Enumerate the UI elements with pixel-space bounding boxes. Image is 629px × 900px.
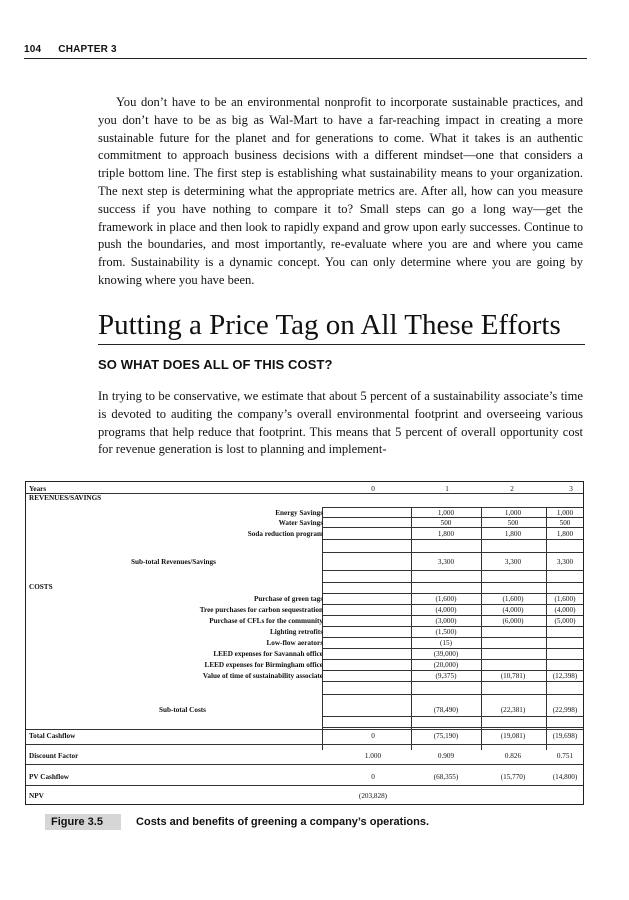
value-cell: 3,300 [504,558,522,566]
row-label: Purchase of CFLs for the community [209,617,323,625]
value-cell: (19,081) [500,732,526,740]
value-cell: (1,600) [435,595,457,603]
grid-hline [322,727,583,728]
value-cell: (75,190) [433,732,459,740]
grid-hline [322,507,583,508]
value-cell: (15,770) [500,773,526,781]
row-label: Purchase of green tags [253,595,323,603]
npv-label: NPV [29,792,44,800]
value-cell: (1,600) [502,595,524,603]
revenues-heading: REVENUES/SAVINGS [29,494,102,502]
value-cell: (19,698) [552,732,578,740]
value-cell: (68,355) [433,773,459,781]
value-cell: 0.909 [437,752,455,760]
grid-hline [322,570,583,571]
value-cell: (14,800) [552,773,578,781]
grid-hline [322,670,583,671]
grid-hline [322,527,583,528]
running-head [24,44,587,55]
grid-hline [322,716,583,717]
year-2: 2 [510,485,514,493]
page-number: 104 [24,44,42,55]
value-cell: (6,000) [502,617,524,625]
row-label: LEED expenses for Birmingham office [204,661,323,669]
grid-hline [322,615,583,616]
header-rule [24,58,587,59]
summary-rule [26,729,583,730]
value-cell: (22,998) [552,706,578,714]
summary-rule [26,744,583,745]
years-label: Years [29,485,47,493]
value-cell: 0 [371,732,375,740]
value-cell: 0 [371,773,375,781]
value-cell: (1,500) [435,628,457,636]
grid-hline [322,694,583,695]
grid-hline [322,593,583,594]
row-label: Lighting retrofits [269,628,323,636]
year-1: 1 [445,485,449,493]
value-cell: 0.751 [556,752,574,760]
value-cell: (5,000) [554,617,576,625]
section-title: Putting a Price Tag on All These Efforts [98,307,585,345]
grid-vline [411,507,412,750]
value-cell: (4,000) [554,606,576,614]
discount-factor-label: Discount Factor [29,752,79,760]
subheading: SO WHAT DOES ALL OF THIS COST? [98,357,333,372]
value-cell: 500 [559,519,571,527]
grid-hline [322,539,583,540]
value-cell: (4,000) [502,606,524,614]
value-cell: (78,490) [433,706,459,714]
row-label: Water Savings [278,519,323,527]
value-cell: 1,800 [556,530,574,538]
body-paragraph-2: In trying to be conservative, we estimate that about 5 percent of a sustainability associate’s time is devoted to auditing the company’s overall environmental footprint and overseeing various programs that help reduce that footprint. This means that 5 percent of overall opportunity cost for revenue generation is lost to planning and implement- [98,389,583,457]
grid-hline [322,604,583,605]
value-cell: 500 [507,519,519,527]
value-cell: 1,000 [556,509,574,517]
value-cell: (12,398) [552,672,578,680]
summary-rule [26,764,583,765]
value-cell: (10,781) [500,672,526,680]
header-rule-line [26,493,583,494]
value-cell: (20,000) [433,661,459,669]
row-label: Tree purchases for carbon sequestration [199,606,323,614]
year-3: 3 [569,485,573,493]
value-cell: 1,800 [437,530,455,538]
grid-hline [322,552,583,553]
figure-label: Figure 3.5 [45,814,121,830]
row-label: Energy Savings [275,509,323,517]
value-cell: (3,000) [435,617,457,625]
year-0: 0 [371,485,375,493]
row-label: Low-flow aerators [266,639,323,647]
value-cell: 1,000 [504,509,522,517]
value-cell: 3,300 [556,558,574,566]
value-cell: (9,375) [435,672,457,680]
value-cell: 3,300 [437,558,455,566]
body-paragraph-1: You don’t have to be an environmental nonprofit to incorporate sustainable practices, and you don’t have to be as big as Wal-Mart to have a far-reaching impact in creating a more sustainable future for the planet and for generations to come. What it takes is an authentic commitment to approach business decisions with a different mindset—one that considers a triple bottom line. The first step is establishing what sustainability means to your organization. The next step is determining what the appropriate metrics are. After all, how can you measure success if you have nothing to compare it to? Small steps can go a long way—get the framework in place and then look to rapidly expand and grow upon early successes. Continue to push the boundaries, and most importantly, re-evaluate where you are and where you came from. Sustainability is a dynamic concept. You can only determine where you are going by knowing where you have been. [98,95,583,287]
row-label: LEED expenses for Savannah office [213,650,323,658]
costs-heading: COSTS [29,583,53,591]
value-cell: 1,000 [437,509,455,517]
value-cell: 0.826 [504,752,522,760]
summary-rule [26,785,583,786]
caption-text: Costs and benefits of greening a company’s operations. [136,816,430,828]
cost-benefit-table [25,481,584,805]
value-cell: 500 [440,519,452,527]
grid-hline [322,582,583,583]
grid-hline [322,659,583,660]
value-cell: 1,800 [504,530,522,538]
value-cell: (1,600) [554,595,576,603]
chapter-label: CHAPTER 3 [58,44,117,55]
row-label: Value of time of sustainability associate [202,672,323,680]
value-cell: (39,000) [433,650,459,658]
grid-hline [322,517,583,518]
value-cell: (22,381) [500,706,526,714]
value-cell: (4,000) [435,606,457,614]
value-cell: (15) [440,639,452,647]
pv-cashflow-label: PV Cashflow [29,773,70,781]
npv-value: (203,828) [358,792,388,800]
cost-subtotal-label: Sub-total Costs [159,706,206,714]
total-cashflow-label: Total Cashflow [29,732,76,740]
grid-hline [322,648,583,649]
grid-hline [322,637,583,638]
grid-hline [322,681,583,682]
figure-caption [45,816,429,828]
grid-hline [322,626,583,627]
value-cell: 1.000 [364,752,382,760]
row-label: Soda reduction program [247,530,323,538]
revenue-subtotal-label: Sub-total Revenues/Savings [131,558,216,566]
